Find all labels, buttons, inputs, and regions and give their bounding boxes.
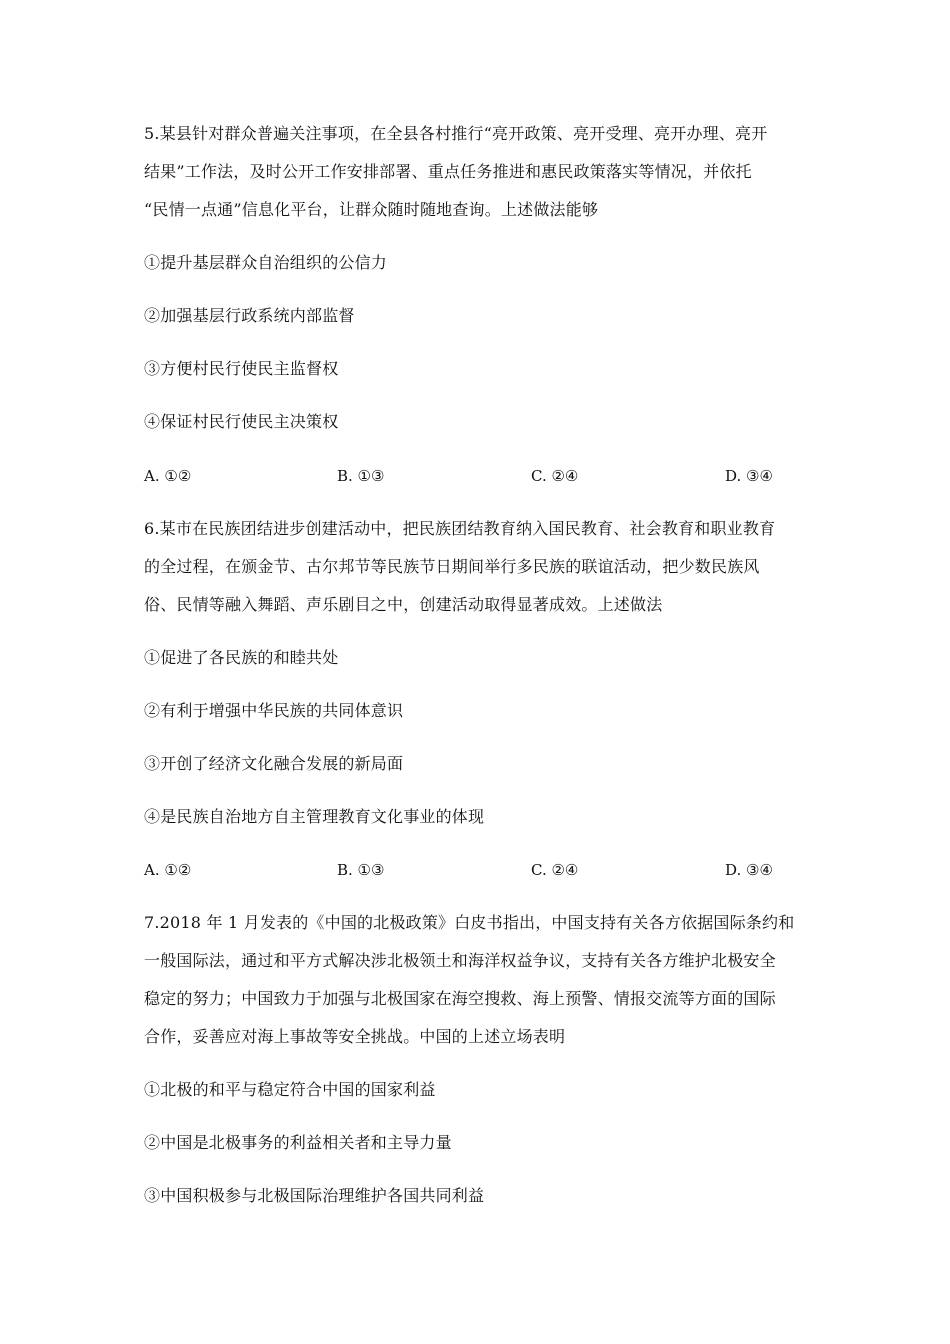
- question-7-stem-line: 稳定的努力；中国致力于加强与北极国家在海空搜救、海上预警、情报交流等方面的国际: [144, 989, 776, 1008]
- question-5-stem-line: “民情一点通”信息化平台，让群众随时随地查询。上述做法能够: [144, 200, 599, 219]
- question-6-choice-d: D. ③④: [725, 861, 773, 879]
- question-5-item-4: ④保证村民行使民主决策权: [144, 412, 339, 431]
- question-5-choice-b: B. ①③: [337, 467, 385, 485]
- question-6-stem-line: 俗、民情等融入舞蹈、声乐剧目之中，创建活动取得显著成效。上述做法: [144, 595, 663, 614]
- question-5-choice-a: A. ①②: [144, 467, 192, 485]
- question-6-item-3: ③开创了经济文化融合发展的新局面: [144, 754, 404, 773]
- question-6-choice-c: C. ②④: [531, 861, 579, 879]
- question-6-stem-line: 的全过程，在颁金节、古尔邦节等民族节日期间举行多民族的联谊活动，把少数民族风: [144, 557, 760, 576]
- question-7-stem-line: 合作，妥善应对海上事故等安全挑战。中国的上述立场表明: [144, 1027, 566, 1046]
- question-7-stem-line: 一般国际法，通过和平方式解决涉北极领土和海洋权益争议，支持有关各方维护北极安全: [144, 951, 776, 970]
- question-6-item-2: ②有利于增强中华民族的共同体意识: [144, 701, 404, 720]
- question-6-choice-a: A. ①②: [144, 861, 192, 879]
- question-5-choice-c: C. ②④: [531, 467, 579, 485]
- question-5-item-3: ③方便村民行使民主监督权: [144, 359, 339, 378]
- question-7-item-2: ②中国是北极事务的利益相关者和主导力量: [144, 1133, 452, 1152]
- question-7-item-3: ③中国积极参与北极国际治理维护各国共同利益: [144, 1186, 485, 1205]
- question-6-item-1: ①促进了各民族的和睦共处: [144, 648, 339, 667]
- question-7-stem-line: 7.2018 年 1 月发表的《中国的北极政策》白皮书指出，中国支持有关各方依据国际条约和: [144, 913, 795, 932]
- question-5-stem-line: 结果”工作法，及时公开工作安排部署、重点任务推进和惠民政策落实等情况，并依托: [144, 162, 752, 181]
- question-5-item-2: ②加强基层行政系统内部监督: [144, 306, 355, 325]
- question-5-item-1: ①提升基层群众自治组织的公信力: [144, 253, 388, 272]
- question-7-item-1: ①北极的和平与稳定符合中国的国家利益: [144, 1080, 436, 1099]
- question-5-choice-d: D. ③④: [725, 467, 773, 485]
- question-6-stem-line: 6.某市在民族团结进步创建活动中，把民族团结教育纳入国民教育、社会教育和职业教育: [144, 519, 776, 538]
- question-6-choice-b: B. ①③: [337, 861, 385, 879]
- question-5-stem-line: 5.某县针对群众普遍关注事项，在全县各村推行“亮开政策、亮开受理、亮开办理、亮开: [144, 124, 768, 143]
- question-6-item-4: ④是民族自治地方自主管理教育文化事业的体现: [144, 807, 485, 826]
